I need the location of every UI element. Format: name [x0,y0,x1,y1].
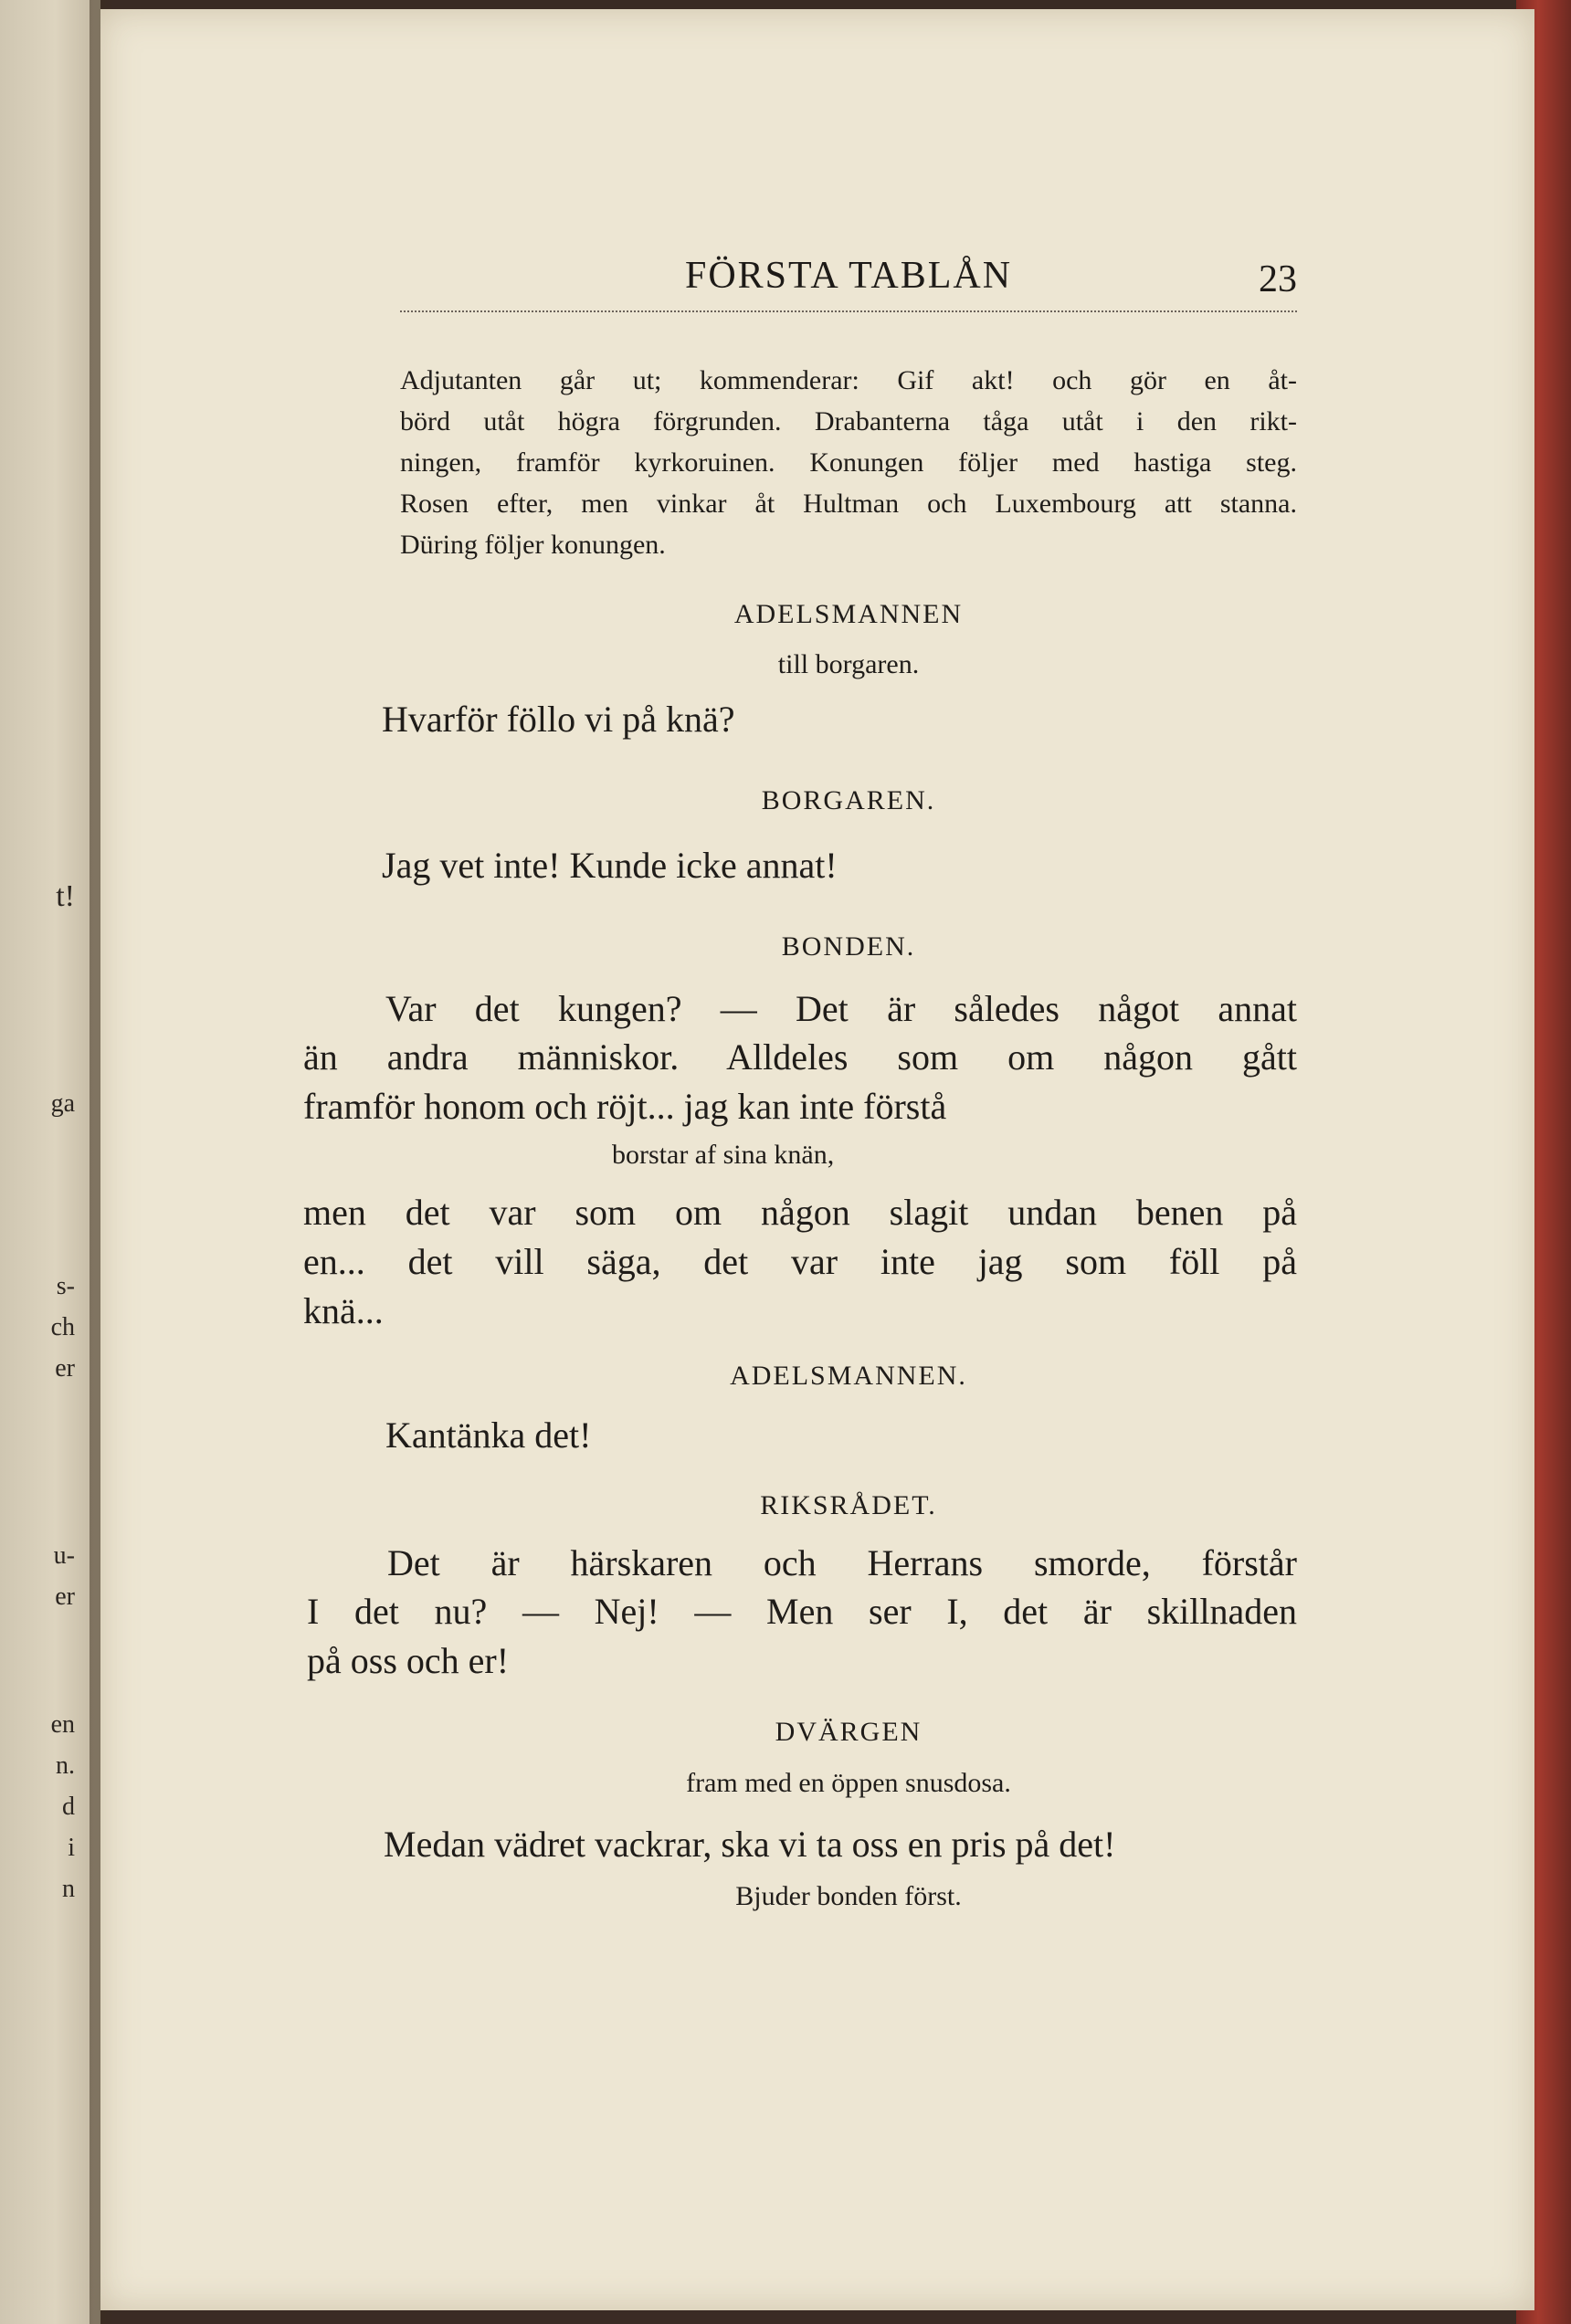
speaker-name: BONDEN. [781,931,916,962]
page-number: 23 [1259,258,1297,300]
stage-direction: Bjuder bonden först. [735,1881,962,1911]
left-page-fragment: d [62,1793,75,1821]
stage-direction: till borgaren. [777,649,920,679]
left-page-fragment: u- [53,1541,75,1570]
speaker-name: ADELSMANNEN [733,599,964,629]
left-page-fragment: er [55,1354,75,1383]
speech-line: än andra människor. Alldeles som om någon gått [303,1036,1297,1078]
stage-direction: fram med en öppen snusdosa. [686,1768,1011,1798]
left-page-fragment: n. [56,1751,75,1780]
stage-direction: borstar af sina knän, [612,1140,835,1170]
speech-line: en... det vill säga, det var inte jag som föll på [303,1241,1297,1282]
speech-line: men det var som om någon slagit undan benen på [303,1192,1297,1233]
speech-line: knä... [303,1290,384,1331]
left-page-fragment: er [55,1583,75,1611]
speaker-name: ADELSMANNEN. [730,1361,967,1391]
stage-direction-line: Düring följer konungen. [400,530,666,560]
speaker-name: BORGAREN. [761,785,936,815]
speech-line: Var det kungen? — Det är således något annat [385,988,1297,1029]
stage-direction-line: ningen, framför kyrkoruinen. Konungen följer med hastiga steg. [400,447,1297,478]
left-page-fragment: n [62,1875,75,1903]
running-header [400,245,1297,312]
running-title: FÖRSTA TABLÅN [684,255,1013,297]
speech-line: framför honom och röjt... jag kan inte förstå [303,1086,947,1127]
speaker-name: DVÄRGEN [775,1717,923,1747]
left-page-edge [0,0,100,2324]
left-page-fragment: i [68,1834,75,1862]
left-page-fragment: s- [56,1272,75,1300]
speaker-name: RIKSRÅDET. [760,1490,937,1520]
left-page-fragment: en [50,1710,75,1739]
left-page-fragment: ch [50,1313,75,1341]
stage-direction-line: börd utåt högra förgrunden. Drabanterna tåga utåt i den rikt- [400,406,1297,436]
speech-line: Medan vädret vackrar, ska vi ta oss en pris på det! [384,1824,1116,1865]
stage-direction-line: Adjutanten går ut; kommenderar: Gif akt! och gör en åt- [400,365,1297,395]
book-page [100,9,1534,2310]
speech-line: Det är härskaren och Herrans smorde, förstår [387,1542,1297,1583]
speech-line: på oss och er! [307,1640,510,1681]
left-page-fragment: ga [50,1089,75,1118]
speech-line: Jag vet inte! Kunde icke annat! [382,845,838,886]
speech-line: I det nu? — Nej! — Men ser I, det är skillnaden [307,1591,1297,1632]
stage-direction-line: Rosen efter, men vinkar åt Hultman och Luxembourg att stanna. [400,489,1297,519]
left-page-fragment: t! [56,879,75,913]
speech-line: Hvarför föllo vi på knä? [382,699,735,740]
speech-line: Kantänka det! [385,1414,592,1456]
